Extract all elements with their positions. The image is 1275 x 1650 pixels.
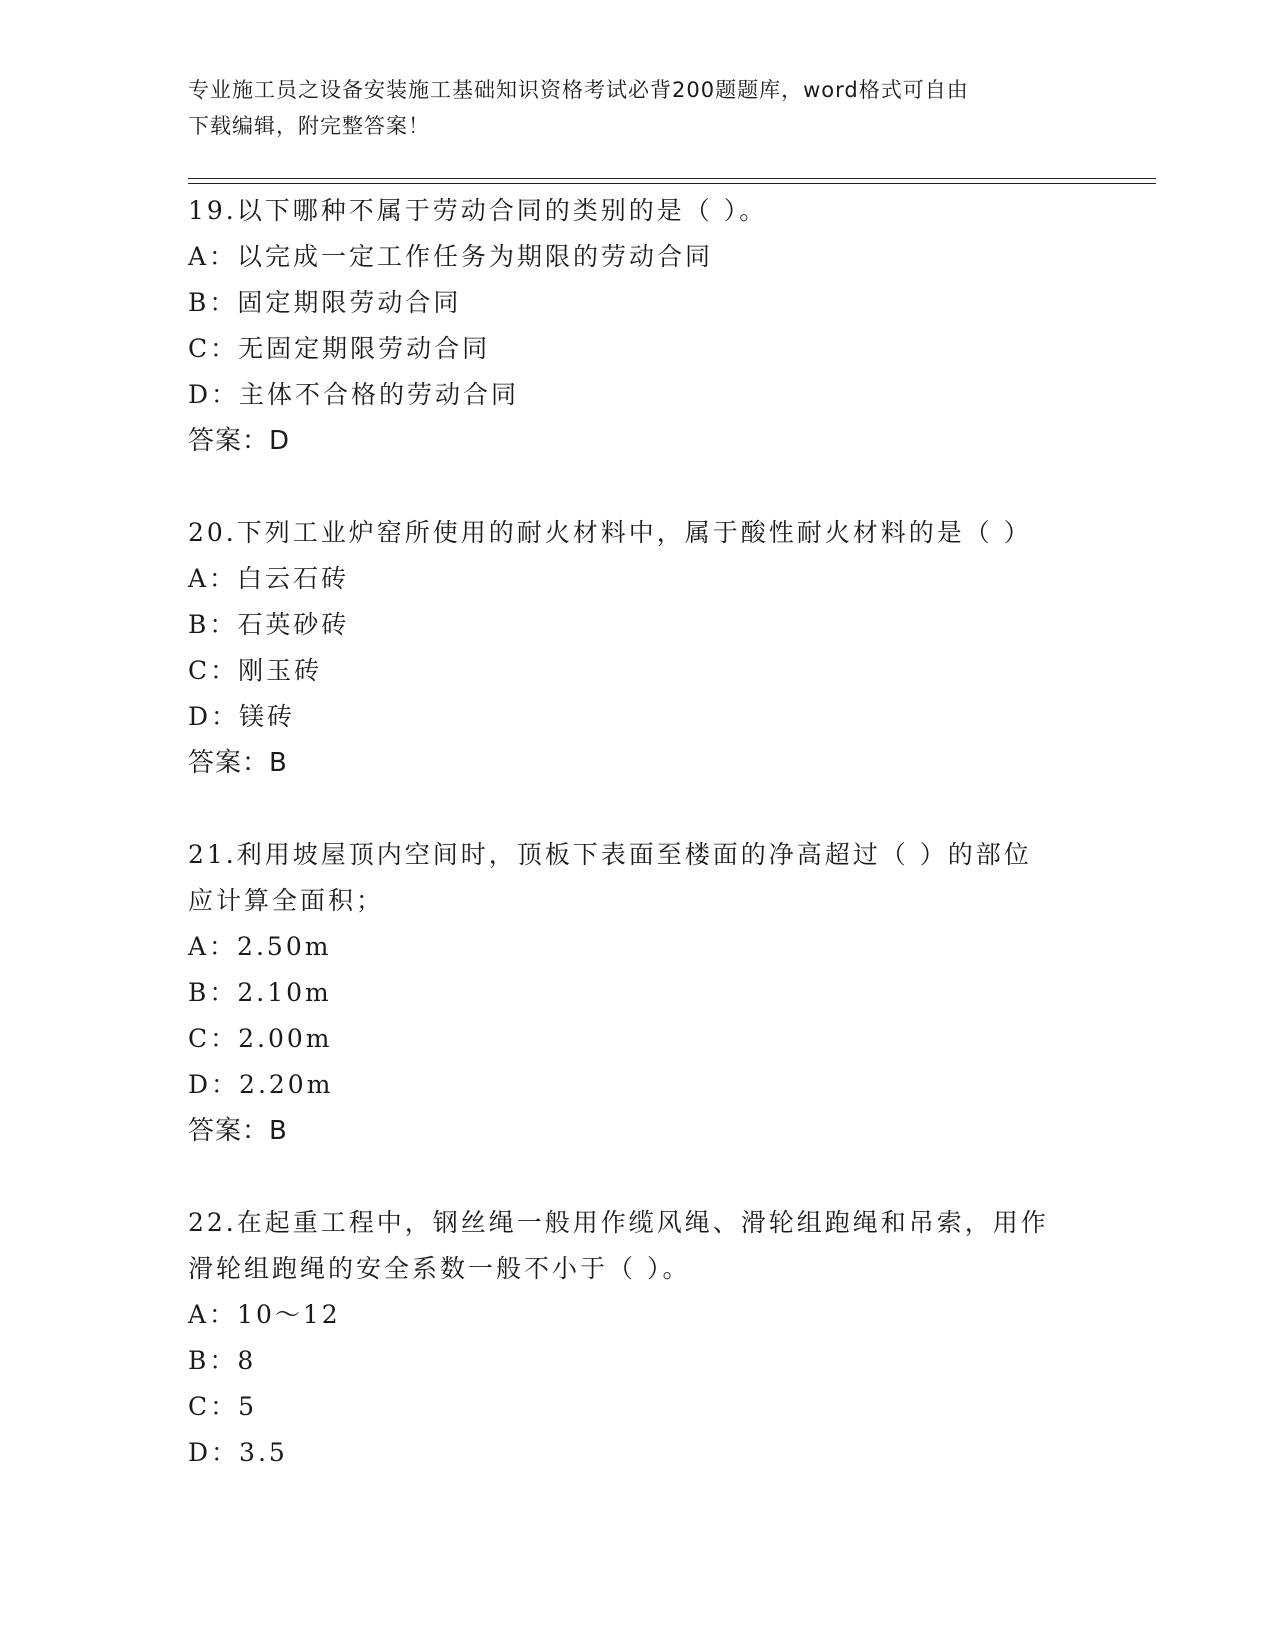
option-c: C：刚玉砖 [188,656,323,685]
question-stem: 19.以下哪种不属于劳动合同的类别的是（ ）。 [188,196,768,225]
option-c: C：5 [188,1392,258,1421]
question-stem: 20.下列工业炉窑所使用的耐火材料中，属于酸性耐火材料的是（ ） [188,518,1032,547]
question-21 [188,832,1088,1154]
option-d: D：镁砖 [188,702,296,731]
header-divider-bottom [188,183,1156,184]
option-d: D：主体不合格的劳动合同 [188,380,520,409]
document-header [188,72,1088,144]
option-d: D：3.5 [188,1438,288,1467]
answer: 答案：D [188,426,291,456]
option-b: B：石英砂砖 [188,610,350,639]
question-20 [188,510,1088,786]
answer: 答案：B [188,748,288,778]
question-stem-line-2: 应计算全面积； [188,886,385,915]
question-list [188,188,1088,1476]
question-22 [188,1200,1088,1476]
option-a: A：2.50m [188,932,332,961]
question-stem-line-1: 22.在起重工程中，钢丝绳一般用作缆风绳、滑轮组跑绳和吊索，用作 [188,1208,1049,1237]
header-divider-top [188,178,1156,179]
option-b: B：固定期限劳动合同 [188,288,462,317]
option-c: C：无固定期限劳动合同 [188,334,491,363]
header-line-1: 专业施工员之设备安装施工基础知识资格考试必背200题题库，word格式可自由 [188,78,969,102]
option-b: B：2.10m [188,978,332,1007]
option-a: A：白云石砖 [188,564,350,593]
question-stem-line-1: 21.利用坡屋顶内空间时，顶板下表面至楼面的净高超过（ ）的部位 [188,840,1032,869]
option-c: C：2.00m [188,1024,333,1053]
option-d: D：2.20m [188,1070,334,1099]
question-19 [188,188,1088,464]
option-b: B：8 [188,1346,257,1375]
option-a: A：以完成一定工作任务为期限的劳动合同 [188,242,714,271]
answer: 答案：B [188,1116,288,1146]
question-stem-line-2: 滑轮组跑绳的安全系数一般不小于（ ）。 [188,1254,691,1283]
header-line-2: 下载编辑，附完整答案！ [188,114,430,138]
option-a: A：10～12 [188,1300,341,1329]
